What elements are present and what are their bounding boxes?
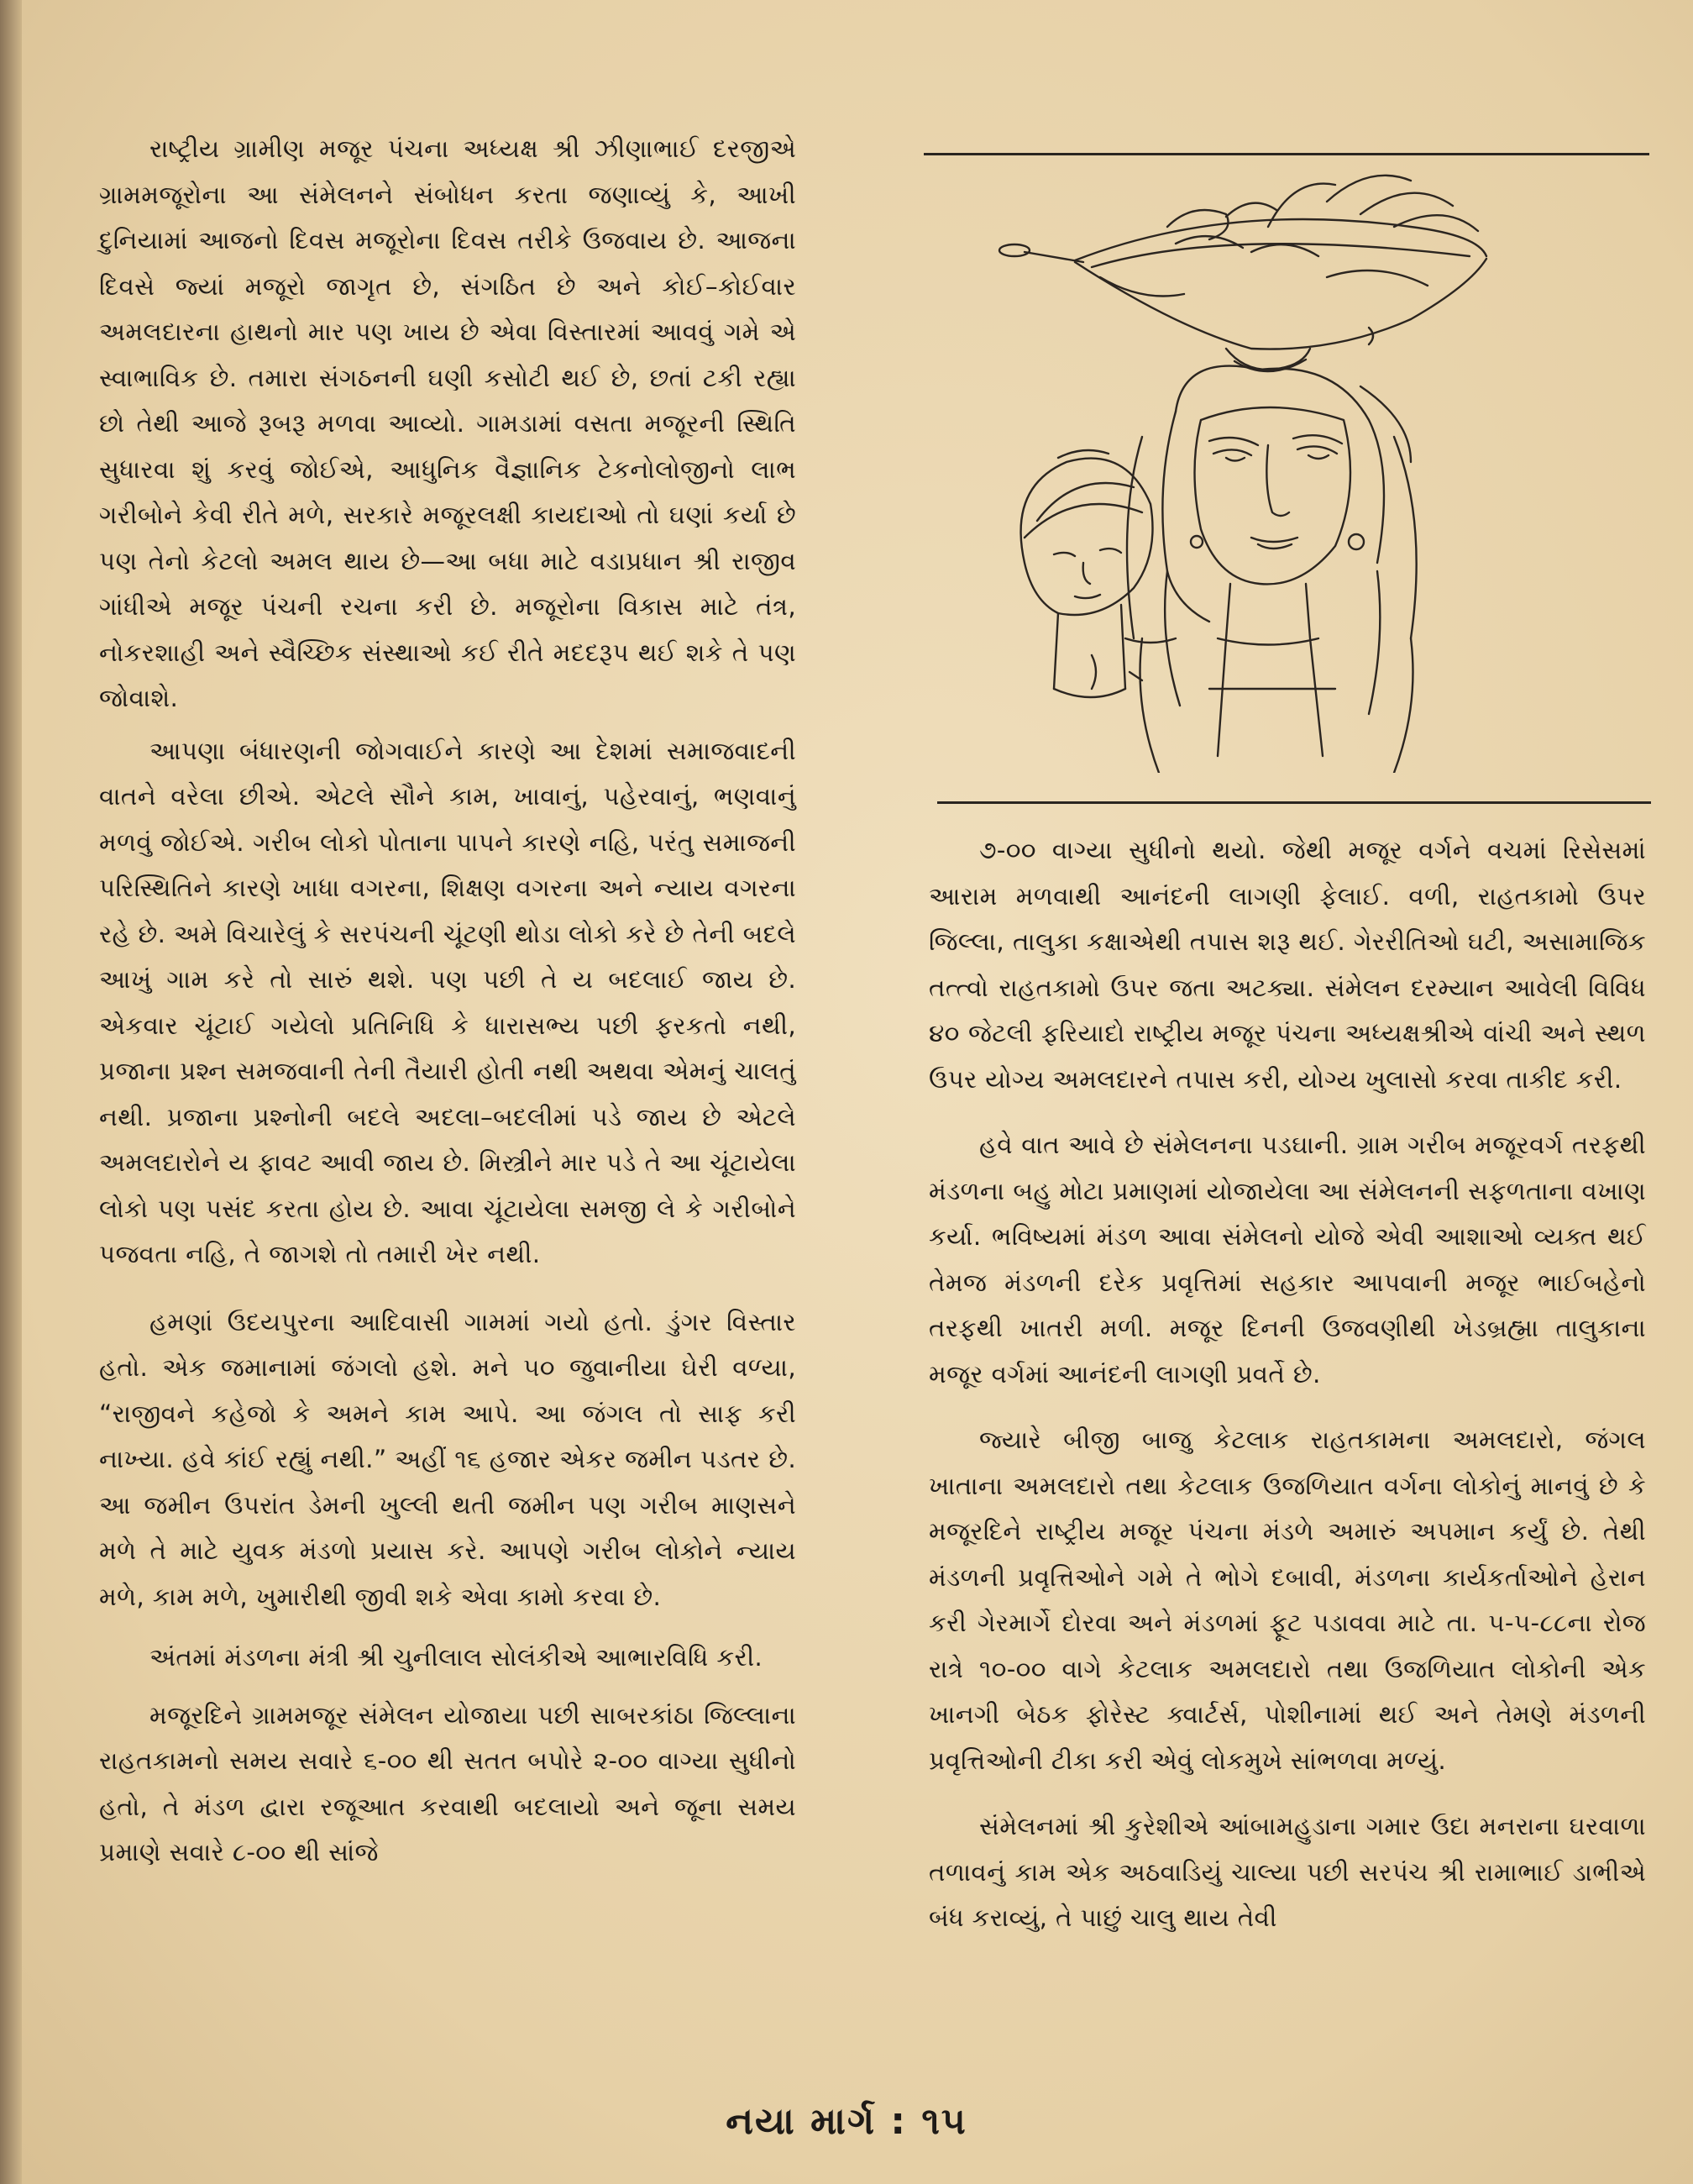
paragraph-officials-reaction: જ્યારે બીજી બાજુ કેટલાક રાહતકામના અમલદારો, જંગલ ખાતાના અમલદારો તથા કેટલાક ઉજળિયાત વર્ગના લોકોનું માનવું છે કે મજૂરદિને રાષ્ટ્રીય મજૂર પંચના મંડળે અમારું અપમાન કર્યું છે. તેથી મંડળની પ્રવૃત્તિઓને ગમે તે ભોગે દબાવી, મંડળના કાર્યકર્તાઓને હેરાન કરી ગેરમાર્ગે દોરવા અને મંડળમાં ફૂટ પડાવવા માટે તા. ૫-૫-૮૮ના રોજ રાત્રે ૧૦-૦૦ વાગે કેટલાક અમલદારો તથા ઉજળિયાત લોકોની એક ખાનગી બેઠક ફોરેસ્ટ ક્વાર્ટર્સ, પોશીનામાં થઈ અને તેમણે મંડળની પ્રવૃત્તિઓની ટીકા કરી એવું લોકમુખે સાંભળવા મળ્યું. xyxy=(929,1425,1646,1775)
paragraph-relief-work-timing: મજૂરદિને ગ્રામમજૂર સંમેલન યોજાયા પછી સાબરકાંઠા જિલ્લાના રાહતકામનો સમય સવારે ૬-૦૦ થી સતત બપોરે ૨-૦૦ વાગ્યા સુધીનો હતો, તે મંડળ દ્વારા રજૂઆત કરવાથી બદલાયો અને જૂના સમય પ્રમાણે સવારે ૮-૦૦ થી સાંજે xyxy=(99,1700,796,1866)
paragraph-constitution: આપણા બંધારણની જોગવાઈને કારણે આ દેશમાં સમાજવાદની વાતને વરેલા છીએ. એટલે સૌને કામ, ખાવાનું, પહેરવાનું, ભણવાનું મળવું જોઈએ. ગરીબ લોકો પોતાના પાપને કારણે નહિ, પરંતુ સમાજની પરિસ્થિતિને કારણે ખાધા વગરના, શિક્ષણ વગરના અને ન્યાય વગરના રહે છે. અમે વિચારેલું કે સરપંચની ચૂંટણી થોડા લોકો કરે છે તેની બદલે આખું ગામ કરે તો સારું થશે. પણ પછી તે ય બદલાઈ જાય છે. એકવાર ચૂંટાઈ ગયેલો પ્રતિનિધિ કે ધારાસભ્ય પછી ફરકતો નથી, પ્રજાના પ્રશ્ન સમજવાની તેની તૈયારી હોતી નથી અથવા એમનું ચાલતું નથી. પ્રજાના પ્રશ્નોની બદલે અદલા–બદલીમાં પડે જાય છે એટલે અમલદારોને ય ફાવટ આવી જાય છે. મિસ્ત્રીને માર પડે તે આ ચૂંટાયેલા લોકો પણ પસંદ કરતા હોય છે. આવા ચૂંટાયેલા સમજી લે કે ગરીબોને પજવતા નહિ, તે જાગશે તો તમારી ખેર નથી. xyxy=(99,736,796,1268)
paragraph-timing-result: ૭-૦૦ વાગ્યા સુધીનો થયો. જેથી મજૂર વર્ગને વચમાં રિસેસમાં આરામ મળવાથી આનંદની લાગણી ફેલાઈ. વળી, રાહતકામો ઉપર જિલ્લા, તાલુકા કક્ષાએથી તપાસ શરૂ થઈ. ગેરરીતિઓ ઘટી, અસામાજિક તત્ત્વો રાહતકામો ઉપર જતા અટક્યા. સંમેલન દરમ્યાન આવેલી વિવિધ ૪૦ જેટલી ફરિયાદો રાષ્ટ્રીય મજૂર પંચના અધ્યક્ષશ્રીએ વાંચી અને સ્થળ ઉપર યોગ્ય અમલદારને તપાસ કરી, યોગ્ય ખુલાસો કરવા તાકીદ કરી. xyxy=(929,836,1646,1094)
right-text-column xyxy=(929,827,1646,1961)
page-footer-magazine-name: નયા માર્ગ : ૧૫ xyxy=(726,2100,967,2143)
paragraph-udaipur-visit: હમણાં ઉદયપુરના આદિવાસી ગામમાં ગયો હતો. ડુંગર વિસ્તાર હતો. એક જમાનામાં જંગલો હશે. મને ૫૦ જુવાનીયા ઘેરી વળ્યા, “રાજીવને કહેજો કે અમને કામ આપે. આ જંગલ તો સાફ કરી નાખ્યા. હવે કાંઈ રહ્યું નથી.” અહીં ૧૬ હજાર એકર જમીન પડતર છે. આ જમીન ઉપરાંત ડેમની ખુલ્લી થતી જમીન પણ ગરીબ માણસને મળે તે માટે યુવક મંડળો પ્રયાસ કરે. આપણે ગરીબ લોકોને ન્યાય મળે, કામ મળે, ખુમારીથી જીવી શકે એવા કામો કરવા છે. xyxy=(99,1307,796,1611)
paragraph-conference-echo: હવે વાત આવે છે સંમેલનના પડઘાની. ગ્રામ ગરીબ મજૂરવર્ગ તરફથી મંડળના બહુ મોટા પ્રમાણમાં યોજાયેલા આ સંમેલનની સફળતાના વખાણ કર્યા. ભવિષ્યમાં મંડળ આવા સંમેલનો યોજે એવી આશાઓ વ્યક્ત થઈ તેમજ મંડળની દરેક પ્રવૃત્તિમાં સહકાર આપવાની મજૂર ભાઈબહેનો તરફથી ખાતરી મળી. મજૂર દિનની ઉજવણીથી ખેડબ્રહ્મા તાલુકાના મજૂર વર્ગમાં આનંદની લાગણી પ્રવર્તે છે. xyxy=(929,1131,1646,1389)
page-binding-edge xyxy=(0,0,22,2184)
left-text-column xyxy=(99,126,796,1886)
line-drawing-woman-carrying-basket xyxy=(974,168,1596,773)
illustration-top-rule xyxy=(924,153,1649,155)
paragraph-speech-intro: રાષ્ટ્રીય ગ્રામીણ મજૂર પંચના અધ્યક્ષ શ્રી ઝીણાભાઈ દરજીએ ગ્રામમજૂરોના આ સંમેલનને સંબોધન કરતા જણાવ્યું કે, આખી દુનિયામાં આજનો દિવસ મજૂરોના દિવસ તરીકે ઉજવાય છે. આજના દિવસે જ્યાં મજૂરો જાગૃત છે, સંગઠિત છે અને કોઈ–કોઈવાર અમલદારના હાથનો માર પણ ખાય છે એવા વિસ્તારમાં આવવું ગમે એ સ્વાભાવિક છે. તમારા સંગઠનની ઘણી કસોટી થઈ છે, છતાં ટકી રહ્યા છો તેથી આજે રૂબરૂ મળવા આવ્યો. ગામડામાં વસતા મજૂરની સ્થિતિ સુધારવા શું કરવું જોઈએ, આધુનિક વૈજ્ઞાનિક ટેકનોલોજીનો લાભ ગરીબોને કેવી રીતે મળે, સરકારે મજૂરલક્ષી કાયદાઓ તો ઘણાં કર્યા છે પણ તેનો કેટલો અમલ થાય છે—આ બધા માટે વડાપ્રધાન શ્રી રાજીવ ગાંધીએ મજૂર પંચની રચના કરી છે. મજૂરોના વિકાસ માટે તંત્ર, નોકરશાહી અને સ્વૈચ્છિક સંસ્થાઓ કઈ રીતે મદદરૂપ થઈ શકે તે પણ જોવાશે. xyxy=(99,134,796,712)
illustration-bottom-rule xyxy=(937,801,1651,804)
paragraph-vote-of-thanks: અંતમાં મંડળના મંત્રી શ્રી ચુનીલાલ સોલંકીએ આભારવિધિ કરી. xyxy=(149,1643,763,1672)
paragraph-pond-work: સંમેલનમાં શ્રી કુરેશીએ આંબામહુડાના ગમાર ઉદા મનરાના ઘરવાળા તળાવનું કામ એક અઠવાડિયું ચાલ્યા પછી સરપંચ શ્રી રામાભાઈ ડાભીએ બંધ કરાવ્યું, તે પાછું ચાલુ થાય તેવી xyxy=(929,1812,1646,1932)
